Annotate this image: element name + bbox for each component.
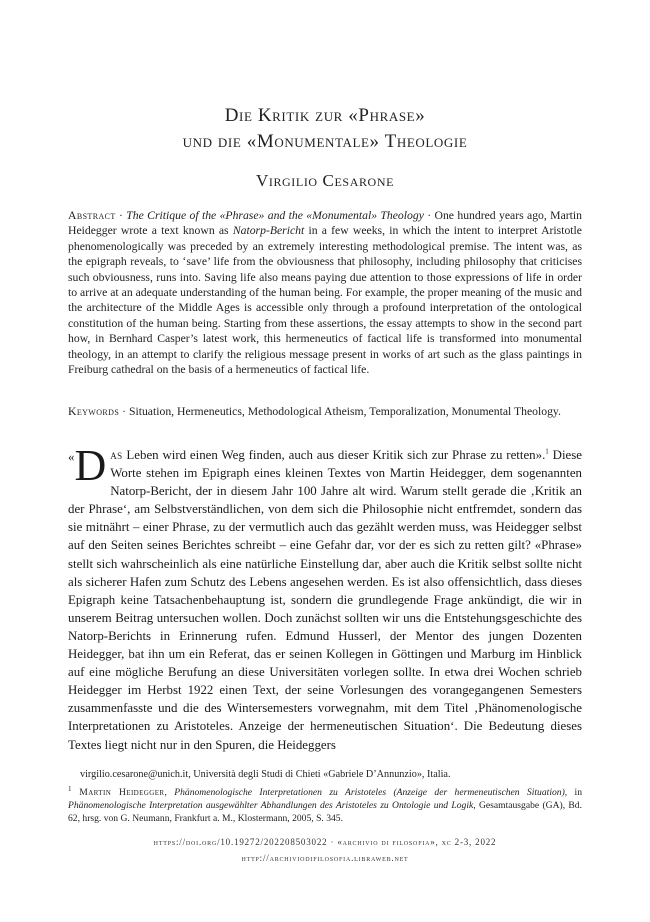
opening-quote: « [68, 450, 75, 464]
abstract-text-1: · One hundred years ago, Martin Heidegger wrote a text known as [68, 209, 582, 238]
website-footer-link[interactable]: http://archiviodifilosofia.libraweb.net [241, 853, 409, 863]
keywords-label: Keywords [68, 405, 120, 418]
body-text-1: Leben wird einen Weg finden, auch aus dieser Kritik sich zur Phrase zu retten». [122, 448, 546, 462]
footnote-1-comma: , [164, 787, 175, 798]
footnote-1 [68, 786, 582, 825]
drop-cap: D [74, 441, 107, 490]
keywords-text: Situation, Hermeneutics, Methodological Atheism, Temporalization, Monumental Theology. [128, 405, 561, 418]
abstract-english-title: The Critique of the «Phrase» and the «Monumental» Theology [126, 209, 424, 222]
abstract-text-2: in a few weeks, in which the intent to interpret Aristotle phenomenologically was preceded by an extremely interesting methodological premise. The intent was, as the epigraph reveals, to ‘save’ life from the obviousness that philosophy, including philosophy that criticises such obviousness, runs into. Saving life also means paying due attention to those expressions of life in order to arrive at an adequate understanding of the human being. For example, the proper meaning of the music and the architecture of the Middle Ages is accessible only through a profound interpretation of the ontological constitution of the human being. Starting from these assertions, the essay attempts to show in the second part how, in Bernhard Casper’s latest work, this hermeneutics of factical life is transformed into monumental theology, in an attempt to clarify the religious message present in works of art such as the glass paintings in Freiburg cathedral on the basis of a hermeneutics of factical life. [68, 224, 582, 377]
body-text [68, 441, 582, 754]
footnote-1-author: Martin Heidegger [71, 787, 165, 798]
footnote-reference-1[interactable]: 1 [545, 447, 549, 456]
footnote-1-title: Phänomenologische Interpretationen zu Aristoteles (Anzeige der hermeneutischen Situation) [174, 787, 565, 798]
footnote-1-text-2: , Gesamtausgabe (GA), Bd. 62, hrsg. von G. Neumann, Frankfurt a. M., Klostermann, 2005, S. 345. [68, 800, 582, 824]
author-affiliation-footnote: virgilio.cesarone@unich.it, Università degli Studi di Chieti «Gabriele D’Annunzio», Italia. [80, 769, 451, 780]
abstract-natorp-term: Natorp-Bericht [232, 224, 305, 238]
doi-footer-link[interactable]: https://doi.org/10.19272/202208503022 · «archivio di filosofia», xc 2-3, 2022 [153, 837, 497, 847]
first-word-rest: as [110, 448, 123, 462]
author-name: Virgilio Cesarone [255, 171, 395, 190]
keywords [68, 404, 582, 419]
abstract [68, 208, 582, 377]
abstract-separator: · [115, 209, 127, 222]
keywords-separator: · [119, 405, 129, 418]
article-title-line-1: Die Kritik zur «Phrase» [224, 105, 426, 126]
article-title-line-2: und die «Monumentale» Theologie [182, 131, 468, 152]
footnote-1-volume-title: Phänomenologische Interpretation ausgewählter Abhandlungen des Aristoteles zu Ontologie und Logik [68, 800, 474, 811]
footnote-1-number: 1 [68, 784, 72, 793]
footnote-1-text-1: , in [564, 787, 583, 798]
body-text-2: Diese Worte stehen im Epigraph eines kleinen Textes von Martin Heidegger, dem sogenannten Natorp-Bericht, der in diesem Jahr 100 Jahre alt wird. Warum stellt gerade die ‚Kritik an der Phrase‘, am Selbstverständlichen, von dem sich die Philosophie nicht entfremdet, sondern das sie mitnährt – einer Phrase, zu der vermutlich auch das gezählt werden muss, was Heidegger selbst auf den Seiten seines Berichtes schreibt – eine Gefahr dar, vor der es sich zu retten gilt? «Phrase» stellt sich wahrscheinlich als eine natürliche Einstellung dar, aber auch die Kritik selbst sollte nicht als sicherer Hafen zum Schutz des Lebens angesehen werden. Es ist also offensichtlich, dass dieses Epigraph keine Tatsachenbehauptung ist, sondern die grundlegende Frage ankündigt, die wir in unserem Beitrag untersuchen wollen. Doch zunächst sollten wir uns die Entstehungsgeschichte des Natorp-Berichts in Erinnerung rufen. Edmund Husserl, der Mentor des jungen Dozenten Heidegger, bat ihn um ein Referat, das er seinen Kollegen in Göttingen und Marburg im Hinblick auf eine mögliche Berufung an diese Universitäten vorlegen sollte. In etwa drei Wochen schrieb Heidegger im Herbst 1922 einen Text, der seine Vorlesungen des vorangegangenen Semesters zusammenfasste und die des Wintersemesters vorwegnahm, mit dem Titel ‚Phänomenologische Interpretationen zu Aristoteles. Anzeige der hermeneutischen Situation‘. Die Bedeutung dieses Textes liegt nicht nur in den Spuren, die Heideggers [68, 448, 582, 752]
abstract-label: Abstract [68, 209, 116, 222]
